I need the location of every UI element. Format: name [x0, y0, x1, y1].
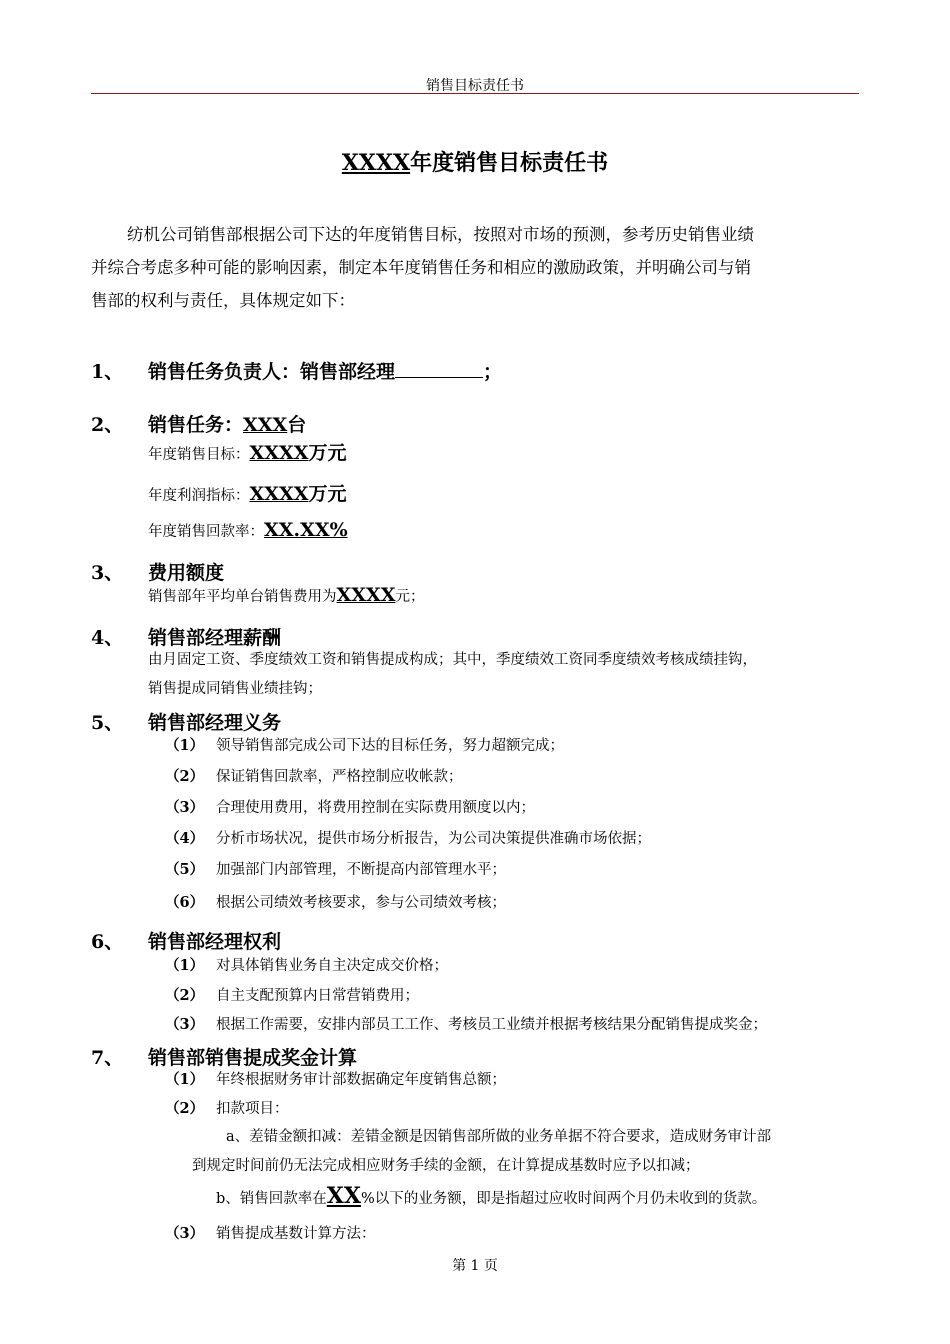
annual-sales-target-label: 年度销售目标： — [148, 447, 250, 463]
section-6-number: 6、 — [91, 931, 124, 953]
section-5-item-text: 根据公司绩效考核要求，参与公司绩效考核； — [216, 895, 506, 911]
section-3-body — [148, 584, 424, 606]
section-6-item-number: （2） — [165, 987, 205, 1004]
section-5-title: 销售部经理义务 — [148, 712, 282, 734]
section-7-item-number: （2） — [165, 1100, 205, 1117]
deduction-b-pre: b、销售回款率在 — [216, 1191, 327, 1207]
section-6-item-text: 对具体销售业务自主决定成交价格； — [216, 958, 448, 974]
section-4-title: 销售部经理薪酬 — [148, 627, 282, 649]
section-5-item-text: 领导销售部完成公司下达的目标任务，努力超额完成； — [216, 738, 564, 754]
section-3-post: 元； — [395, 589, 425, 605]
header-rule — [91, 93, 859, 94]
annual-sales-target-value: XXXX — [249, 442, 309, 464]
section-6-item-text: 自主支配预算内日常营销费用； — [216, 988, 419, 1004]
section-5-item-text: 分析市场状况，提供市场分析报告，为公司决策提供准确市场依据； — [216, 831, 651, 847]
annual-collection-rate-label: 年度销售回款率： — [148, 524, 264, 540]
deduction-b-value: XX — [326, 1183, 361, 1209]
section-7-number: 7、 — [91, 1047, 124, 1069]
section-3-value: XXXX — [336, 584, 396, 606]
section-5-item-number: （3） — [165, 799, 205, 816]
deduction-a-line: 到规定时间前仍无法完成相应财务手续的金额，在计算提成基数时应予以扣减； — [192, 1158, 700, 1174]
section-7-item-text: 年终根据财务审计部数据确定年度销售总额； — [216, 1072, 506, 1088]
section-2-number: 2、 — [91, 414, 124, 436]
deduction-b — [216, 1183, 766, 1209]
section-6-title: 销售部经理权利 — [148, 931, 282, 953]
intro-line: 并综合考虑多种可能的影响因素，制定本年度销售任务和相应的激励政策，并明确公司与销 — [91, 258, 751, 277]
deduction-b-post: %以下的业务额，即是指超过应收时间两个月仍未收到的货款。 — [360, 1191, 767, 1207]
section-2-title — [148, 410, 306, 437]
section-2-title-text: 销售任务： — [148, 414, 244, 436]
section-4-line: 销售提成同销售业绩挂钩； — [148, 681, 322, 697]
sales-units-value: XXX — [243, 414, 288, 436]
section-5-item-text: 合理使用费用，将费用控制在实际费用额度以内； — [216, 800, 535, 816]
annual-collection-rate-value: XX.XX% — [264, 519, 348, 541]
annual-collection-rate — [148, 519, 348, 541]
document-title — [0, 146, 950, 177]
annual-profit-target-unit: 万元 — [308, 483, 347, 505]
section-7-item-text: 扣款项目： — [216, 1101, 289, 1117]
section-7-item-number: （3） — [165, 1225, 205, 1242]
manager-name-blank — [395, 359, 483, 378]
deduction-a-line: a、差错金额扣减：差错金额是因销售部所做的业务单据不符合要求，造成财务审计部 — [226, 1129, 772, 1145]
section-6-item-number: （3） — [165, 1016, 205, 1033]
section-6-item-number: （1） — [165, 957, 205, 974]
section-7-title: 销售部销售提成奖金计算 — [148, 1047, 358, 1069]
section-5-number: 5、 — [91, 712, 124, 734]
section-5-item-number: （4） — [165, 830, 205, 847]
page-number: 第 1 页 — [452, 1258, 498, 1274]
annual-profit-target-value: XXXX — [249, 483, 309, 505]
intro-paragraph — [91, 218, 861, 317]
page-header: 销售目标责任书 — [426, 78, 524, 94]
section-3-title: 费用额度 — [148, 562, 225, 584]
section-3-pre: 销售部年平均单台销售费用为 — [148, 589, 337, 605]
annual-sales-target-unit: 万元 — [308, 442, 347, 464]
title-text: 年度销售目标责任书 — [410, 150, 609, 176]
section-4-number: 4、 — [91, 627, 124, 649]
intro-line: 售部的权利与责任，具体规定如下： — [91, 291, 355, 310]
sales-units-unit: 台 — [287, 414, 307, 436]
section-1-end: ； — [483, 361, 503, 383]
section-6-item-text: 根据工作需要，安排内部员工工作、考核员工业绩并根据考核结果分配销售提成奖金； — [216, 1017, 767, 1033]
section-5-item-number: （5） — [165, 861, 205, 878]
section-4-line: 由月固定工资、季度绩效工资和销售提成构成；其中，季度绩效工资同季度绩效考核成绩挂钩， — [148, 652, 757, 668]
section-5-item-text: 保证销售回款率，严格控制应收帐款； — [216, 769, 463, 785]
annual-sales-target — [148, 438, 346, 465]
section-5-item-number: （2） — [165, 768, 205, 785]
section-5-item-number: （6） — [165, 894, 205, 911]
section-3-number: 3、 — [91, 562, 124, 584]
intro-line: 纺机公司销售部根据公司下达的年度销售目标，按照对市场的预测，参考历史销售业绩 — [127, 225, 754, 244]
section-1-title — [148, 357, 502, 384]
section-7-item-text: 销售提成基数计算方法： — [216, 1226, 376, 1242]
title-code: XXXX — [341, 150, 411, 176]
annual-profit-target-label: 年度利润指标： — [148, 488, 250, 504]
section-5-item-number: （1） — [165, 737, 205, 754]
section-7-item-number: （1） — [165, 1071, 205, 1088]
section-5-item-text: 加强部门内部管理，不断提高内部管理水平； — [216, 862, 506, 878]
annual-profit-target — [148, 479, 346, 506]
section-1-number: 1、 — [91, 361, 124, 383]
section-1-title-text: 销售任务负责人：销售部经理 — [148, 361, 396, 383]
